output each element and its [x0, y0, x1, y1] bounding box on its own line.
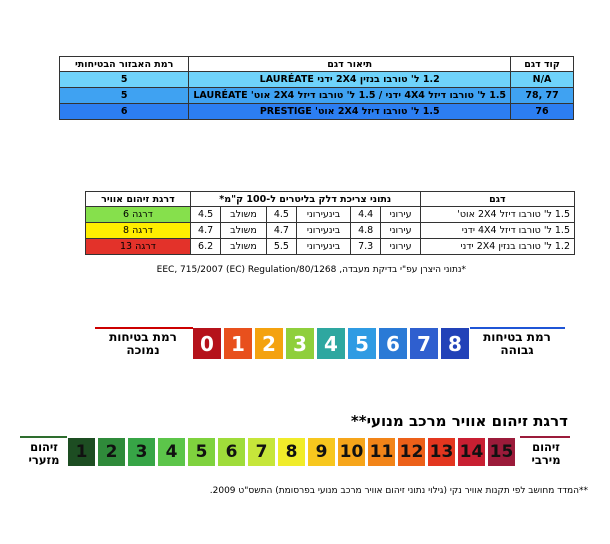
pollution-high-label: זיהום מירבי [531, 440, 561, 467]
header-pollution: דרגת זיהום אוויר [86, 192, 191, 207]
safety-level-box: 6 [379, 328, 407, 359]
safety-level: 5 [60, 72, 189, 88]
header-model: דגם [420, 192, 574, 207]
combined-value: 6.2 [190, 239, 221, 255]
safety-level-box: 5 [348, 328, 376, 359]
table-row [60, 72, 574, 88]
intercity-label: בינעירוני [297, 207, 351, 223]
header-code: קוד דגם [511, 57, 574, 72]
fuel-model: 1.5 ל' טורבו דיזל 2X4 אוט' [420, 207, 574, 223]
table-row [86, 207, 575, 223]
safety-low-line [95, 327, 193, 329]
model-code: 76 [511, 104, 574, 120]
header-desc: תיאור דגם [189, 57, 511, 72]
safety-level-box: 4 [317, 328, 345, 359]
table-row [60, 88, 574, 104]
pollution-level-box: 3 [128, 438, 155, 466]
model-description: 1.2 ל' טורבו בנזין 2X4 ידני LAURÉATE [189, 72, 511, 88]
urban-value: 4.4 [350, 207, 381, 223]
pollution-level-box: 15 [488, 438, 515, 466]
pollution-level-box: 5 [188, 438, 215, 466]
table-row [86, 223, 575, 239]
intercity-label: בינעירוני [297, 223, 351, 239]
header-level: רמת האבזור הבטיחותי [60, 57, 189, 72]
model-description: 1.5 ל' טורבו דיזל 2X4 אוט' PRESTIGE [189, 104, 511, 120]
pollution-grade: דרגה 6 [86, 207, 191, 223]
intercity-value: 4.7 [266, 223, 297, 239]
pollution-grade: דרגה 8 [86, 223, 191, 239]
pollution-low-label: זיהום מזערי [28, 440, 60, 467]
safety-level-box: 7 [410, 328, 438, 359]
combined-label: משולב [221, 207, 266, 223]
fuel-model: 1.5 ל' טורבו דיזל 4X4 ידני [420, 223, 574, 239]
intercity-label: בינעירוני [297, 239, 351, 255]
pollution-level-box: 2 [98, 438, 125, 466]
safety-table-header [60, 57, 574, 72]
urban-label: עירוני [381, 207, 420, 223]
pollution-level-box: 6 [218, 438, 245, 466]
pollution-level-box: 9 [308, 438, 335, 466]
table-row [86, 239, 575, 255]
safety-level: 6 [60, 104, 189, 120]
safety-high-line [470, 327, 565, 329]
combined-value: 4.5 [190, 207, 221, 223]
urban-value: 4.8 [350, 223, 381, 239]
safety-level-boxes [193, 328, 472, 359]
pollution-level-box: 14 [458, 438, 485, 466]
pollution-level-box: 10 [338, 438, 365, 466]
safety-level-box: 2 [255, 328, 283, 359]
pollution-level-box: 8 [278, 438, 305, 466]
pollution-footnote: **המדד מחושב לפי תקנות אוויר נקי (גילוי נתוני זיהום אוויר מרכב מנועי בפרסומת) התשס"ט 2009. [209, 486, 588, 496]
urban-label: עירוני [381, 223, 420, 239]
pollution-low-line [20, 436, 67, 438]
table-row [60, 104, 574, 120]
combined-label: משולב [221, 223, 266, 239]
model-code: N/A [511, 72, 574, 88]
model-code: 77 ,78 [511, 88, 574, 104]
fuel-table-header [86, 192, 575, 207]
pollution-grade: דרגה 13 [86, 239, 191, 255]
pollution-level-box: 13 [428, 438, 455, 466]
pollution-title: דרגת זיהום אוויר מרכב מנועי** [350, 412, 568, 430]
combined-value: 4.7 [190, 223, 221, 239]
urban-label: עירוני [381, 239, 420, 255]
safety-level-box: 8 [441, 328, 469, 359]
pollution-level-box: 4 [158, 438, 185, 466]
pollution-high-line [520, 436, 570, 438]
safety-level-box: 0 [193, 328, 221, 359]
fuel-table [85, 191, 575, 255]
fuel-footnote: *נתוני היצרן עפ"י בדיקת מעבדה, 80/1268/EEC, 715/2007 (EC) Regulation [156, 265, 466, 275]
safety-low-label: רמת בטיחות נמוכה [109, 330, 177, 357]
pollution-level-box: 7 [248, 438, 275, 466]
fuel-model: 1.2 ל' טורבו בנזין 2X4 ידני [420, 239, 574, 255]
intercity-value: 4.5 [266, 207, 297, 223]
safety-level-box: 1 [224, 328, 252, 359]
combined-label: משולב [221, 239, 266, 255]
pollution-scale [20, 436, 570, 482]
pollution-level-box: 11 [368, 438, 395, 466]
intercity-value: 5.5 [266, 239, 297, 255]
safety-table [59, 56, 574, 120]
safety-scale [95, 326, 565, 366]
safety-level-box: 3 [286, 328, 314, 359]
safety-level: 5 [60, 88, 189, 104]
pollution-level-box: 1 [68, 438, 95, 466]
header-consumption: נתוני צריכת דלק בליטרים ל-100 ק"מ* [190, 192, 420, 207]
pollution-level-boxes [68, 438, 518, 466]
urban-value: 7.3 [350, 239, 381, 255]
model-description: 1.5 ל' טורבו דיזל 4X4 ידני / 1.5 ל' טורבו דיזל 2X4 אוט' LAURÉATE [189, 88, 511, 104]
pollution-level-box: 12 [398, 438, 425, 466]
safety-high-label: רמת בטיחות גבוהה [483, 330, 551, 357]
